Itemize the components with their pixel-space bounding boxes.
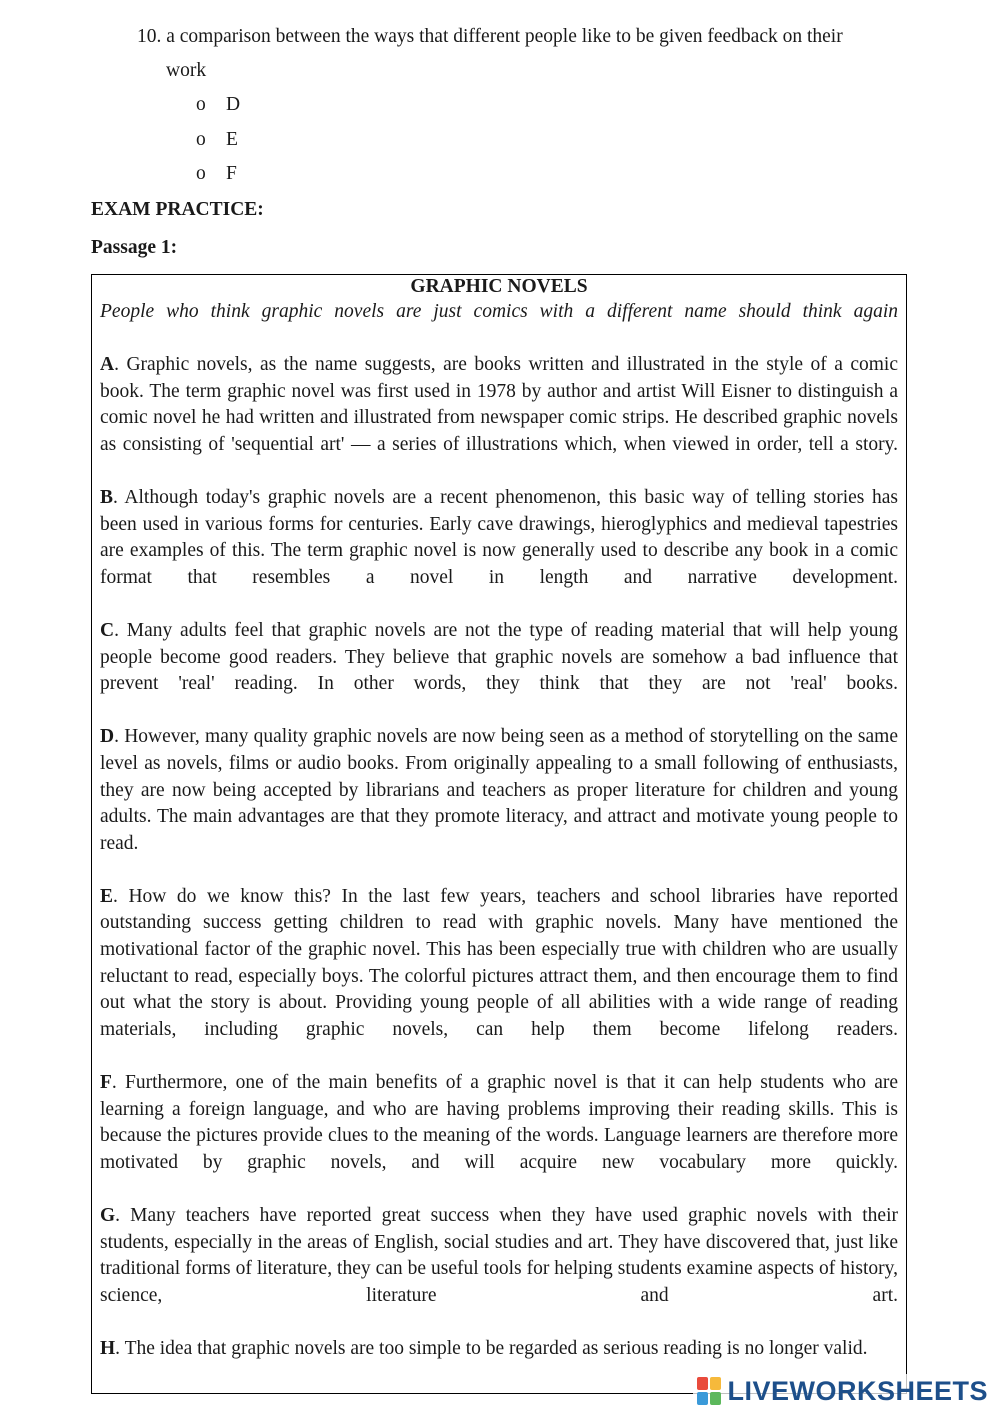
section-heading: EXAM PRACTICE: bbox=[91, 199, 264, 220]
paragraph-text: . The idea that graphic novels are too simple to be regarded as serious reading is no longer valid. bbox=[115, 1337, 868, 1359]
liveworksheets-watermark bbox=[693, 1374, 992, 1409]
passage-box bbox=[91, 274, 907, 1394]
paragraph-text: . Many adults feel that graphic novels are not the type of reading material that will help young people become good readers. They believe that graphic novels are somehow a bad influence that prevent 'real' reading. In other words, they think that they are not 'real' books. bbox=[100, 619, 898, 695]
paragraph-letter: F bbox=[100, 1072, 112, 1094]
paragraph-letter: D bbox=[100, 726, 115, 748]
paragraph-letter: B bbox=[100, 486, 114, 508]
passage-subtitle: People who think graphic novels are just comics with a different name should think again bbox=[100, 301, 898, 322]
radio-bullet[interactable]: o bbox=[196, 129, 206, 150]
option-label: D bbox=[226, 94, 241, 115]
paragraph-letter: H bbox=[100, 1337, 116, 1359]
paragraph-letter: C bbox=[100, 619, 115, 641]
paragraph-text: . Although today's graphic novels are a recent phenomenon, this basic way of telling stories has been used in various forms for centuries. Early cave drawings, hieroglyphics and medieval tapestries are examples of this. The term graphic novel is now generally used to describe any book in a comic format that resembles a novel in length and narrative development. bbox=[100, 486, 898, 588]
paragraph-d bbox=[92, 724, 906, 857]
option-label: F bbox=[226, 163, 237, 184]
passage-title: GRAPHIC NOVELS bbox=[410, 276, 588, 297]
paragraph-letter: A bbox=[100, 354, 115, 375]
paragraph-letter: G bbox=[100, 1205, 116, 1226]
paragraph-f bbox=[92, 1070, 906, 1176]
paragraph-text: . How do we know this? In the last few years, teachers and school libraries have reported outstanding success getting children to read with graphic novels. Many have mentioned the motivational factor of the graphic novel. This has been especially true with children who are usually reluctant to read, especially boys. The colorful pictures attract them, and then encourage them to find out what the story is about. Providing young people of all abilities with a wide range of reading materials, including graphic novels, can help them become lifelong readers. bbox=[100, 885, 898, 1040]
option-e[interactable] bbox=[196, 125, 238, 155]
option-d[interactable] bbox=[196, 90, 240, 120]
paragraph-text: . Many teachers have reported great success when they have used graphic novels with their students, especially in the areas of English, social studies and art. They have discovered that, just like traditional forms of literature, they can be useful tools for helping students examine aspects of history, science, literature and art. bbox=[100, 1205, 898, 1306]
paragraph-c bbox=[92, 618, 906, 698]
paragraph-b bbox=[92, 485, 906, 591]
passage-heading: Passage 1: bbox=[91, 237, 178, 258]
liveworksheets-logo-icon bbox=[697, 1377, 723, 1407]
paragraph-h bbox=[92, 1336, 906, 1363]
question-10-text: 10. a comparison between the ways that different people like to be given feedback on their bbox=[137, 26, 843, 47]
option-label: E bbox=[226, 129, 238, 150]
radio-bullet[interactable]: o bbox=[196, 163, 206, 184]
paragraph-e bbox=[92, 884, 906, 1044]
paragraph-letter: E bbox=[100, 885, 114, 907]
paragraph-a bbox=[92, 352, 906, 458]
radio-bullet[interactable]: o bbox=[196, 94, 206, 115]
paragraph-g bbox=[92, 1203, 906, 1309]
paragraph-text: . Graphic novels, as the name suggests, are books written and illustrated in the style of a comic book. The term graphic novel was first used in 1978 by author and artist Will Eisner to distinguish a comic novel he had written and illustrated from newspaper comic strips. He described graphic novels as consisting of 'sequential art' — a series of illustrations which, when viewed in order, tell a story. bbox=[100, 354, 898, 455]
paragraph-text: . However, many quality graphic novels are now being seen as a method of storytelling on the same level as novels, films or audio books. From originally appealing to a small following of enthusiasts, they are now being accepted by librarians and teachers as proper literature for children and young adults. The main advantages are that they promote literacy, and attract and motivate young people to read. bbox=[100, 726, 898, 854]
watermark-text: LIVEWORKSHEETS bbox=[727, 1376, 988, 1406]
paragraph-text: . Furthermore, one of the main benefits of a graphic novel is that it can help students who are learning a foreign language, and who are having problems improving their reading skills. This is because the pictures provide clues to the meaning of the words. Language learners are therefore more motivated by graphic novels, and will acquire new vocabulary more quickly. bbox=[100, 1072, 898, 1173]
question-10-continuation: work bbox=[166, 60, 207, 81]
option-f[interactable] bbox=[196, 159, 237, 189]
